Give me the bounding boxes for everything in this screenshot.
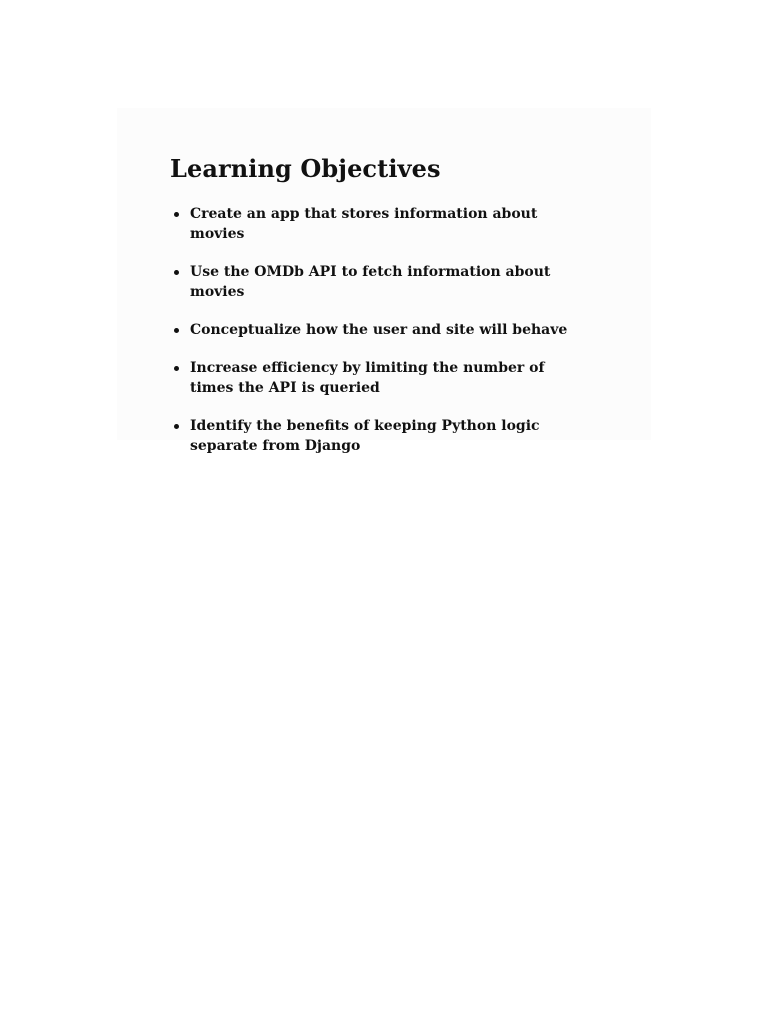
list-item [170, 204, 590, 244]
bullet-icon [174, 212, 179, 217]
bullet-icon [174, 424, 179, 429]
list-item [170, 262, 590, 302]
objective-text: Use the OMDb API to fetch information about movies [190, 264, 551, 300]
list-item [170, 358, 590, 398]
bullet-icon [174, 270, 179, 275]
learning-objectives-panel [117, 108, 651, 454]
objective-text: Increase efficiency by limiting the number of times the API is queried [190, 360, 545, 396]
objective-text: Create an app that stores information about movies [190, 206, 538, 242]
list-item [170, 320, 590, 340]
objectives-list [170, 204, 590, 474]
bullet-icon [174, 366, 179, 371]
objective-text: Identify the benefits of keeping Python logic separate from Django [190, 418, 540, 454]
objective-text: Conceptualize how the user and site will behave [190, 322, 568, 338]
bullet-icon [174, 328, 179, 333]
page-title: Learning Objectives [170, 154, 441, 183]
list-item [170, 416, 590, 456]
